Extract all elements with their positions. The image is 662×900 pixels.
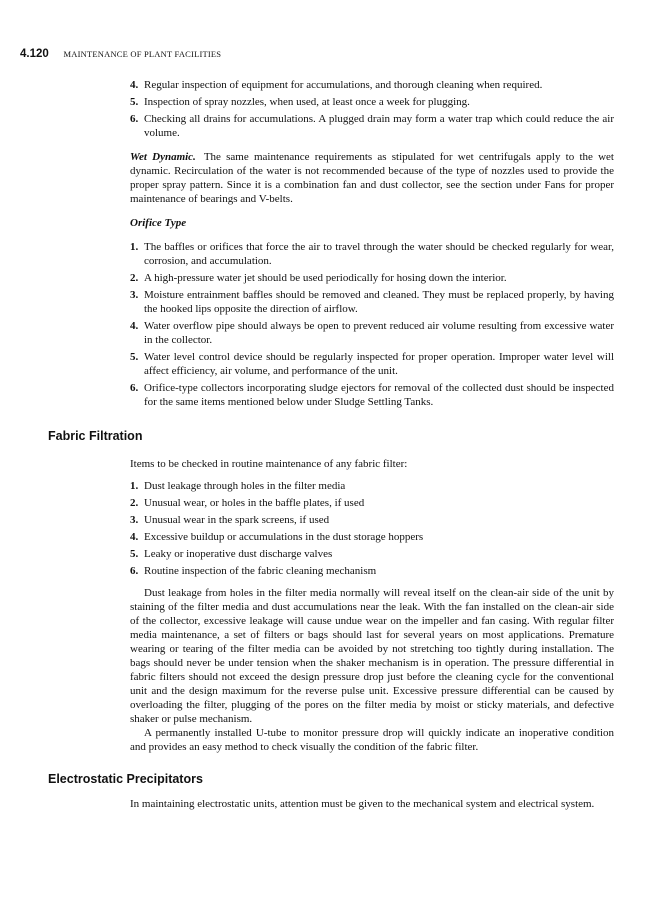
list-item: 3. Unusual wear in the spark screens, if used — [130, 514, 330, 526]
fabric-filtration-heading: Fabric Filtration — [48, 429, 143, 443]
list-item: 1. The baffles or orifices that force the air to travel through the water should be checked regularly for wear, corrosion, and accumulation. — [130, 241, 614, 267]
electrostatic-heading: Electrostatic Precipitators — [48, 772, 203, 786]
continued-list — [130, 78, 614, 140]
running-title: MAINTENANCE OF PLANT FACILITIES — [63, 49, 222, 59]
list-item: 4. Regular inspection of equipment for accumulations, and thorough cleaning when required. — [130, 79, 543, 91]
list-item: 6. Checking all drains for accumulations. A plugged drain may form a water trap which could reduce the air volume. — [130, 113, 614, 139]
wet-dynamic-paragraph: Wet Dynamic. The same maintenance requirements as stipulated for wet centrifugals apply to the wet dynamic. Recirculation of the water is not recommended because of the type of nozzles used to provide the proper spray pattern. Since it is a combination fan and dust collector, see the section under Fans for proper maintenance of bearings and V-belts. — [130, 151, 614, 205]
fabric-paragraph-1: Dust leakage from holes in the filter media normally will reveal itself on the clean-air side of the unit by staining of the filter media and dust accumulations near the leak. With the fan installed on the clean-air side of the collector, excessive leakage will cause undue wear on the impeller and fan casing. With regular filter media maintenance, a set of filters or bags should last for several years on most applications. Premature wearing or tearing of the filter media can be avoided by not stretching too tightly during installation. The bags should never be under tension when the shaker mechanism is in operation. The pressure differential in fabric filters should not exceed the design pressure drop just before the cleaning cycle for the conventional unit and the design maximum for the reverse pulse unit. Excessive pressure differential can be caused by overloading the filter, plugging of the pores on the filter media by moist or sticky materials, and defective shaker or pulse mechanism. — [130, 587, 614, 725]
wet-dynamic-heading: Wet Dynamic. — [130, 151, 196, 163]
list-item: 3. Moisture entrainment baffles should be removed and cleaned. They must be replaced properly, by having the hooked lips opposite the direction of airflow. — [130, 289, 614, 315]
list-item: 2. A high-pressure water jet should be used periodically for hosing down the interior. — [130, 272, 507, 284]
upper-content — [130, 78, 614, 412]
page-header — [20, 48, 221, 60]
electrostatic-paragraph: In maintaining electrostatic units, attention must be given to the mechanical system and electrical system. — [130, 798, 595, 810]
list-item: 1. Dust leakage through holes in the filter media — [130, 480, 346, 492]
list-item: 4. Water overflow pipe should always be open to prevent reduced air volume resulting from excessive water in the collector. — [130, 320, 614, 346]
orifice-list — [130, 240, 614, 409]
page-number: 4.120 — [20, 48, 49, 60]
list-item: 6. Orifice-type collectors incorporating sludge ejectors for removal of the collected dust should be inspected for the same items mentioned below under Sludge Settling Tanks. — [130, 382, 614, 408]
fabric-paragraph-2: A permanently installed U-tube to monitor pressure drop will quickly indicate an inoperative condition and provides an easy method to check visually the condition of the fabric filter. — [130, 727, 614, 753]
list-item: 5. Leaky or inoperative dust discharge valves — [130, 548, 333, 560]
list-item: 2. Unusual wear, or holes in the baffle plates, if used — [130, 497, 365, 509]
list-item: 5. Inspection of spray nozzles, when used, at least once a week for plugging. — [130, 96, 470, 108]
list-item: 5. Water level control device should be regularly inspected for proper operation. Improper water level will affect efficiency, air volume, and performance of the unit. — [130, 351, 614, 377]
electrostatic-content — [130, 797, 614, 811]
list-item: 4. Excessive buildup or accumulations in the dust storage hoppers — [130, 531, 424, 543]
fabric-content — [130, 457, 614, 754]
fabric-intro: Items to be checked in routine maintenance of any fabric filter: — [130, 458, 408, 470]
fabric-list — [130, 479, 614, 578]
list-item: 6. Routine inspection of the fabric cleaning mechanism — [130, 565, 377, 577]
orifice-type-heading: Orifice Type — [130, 217, 187, 229]
